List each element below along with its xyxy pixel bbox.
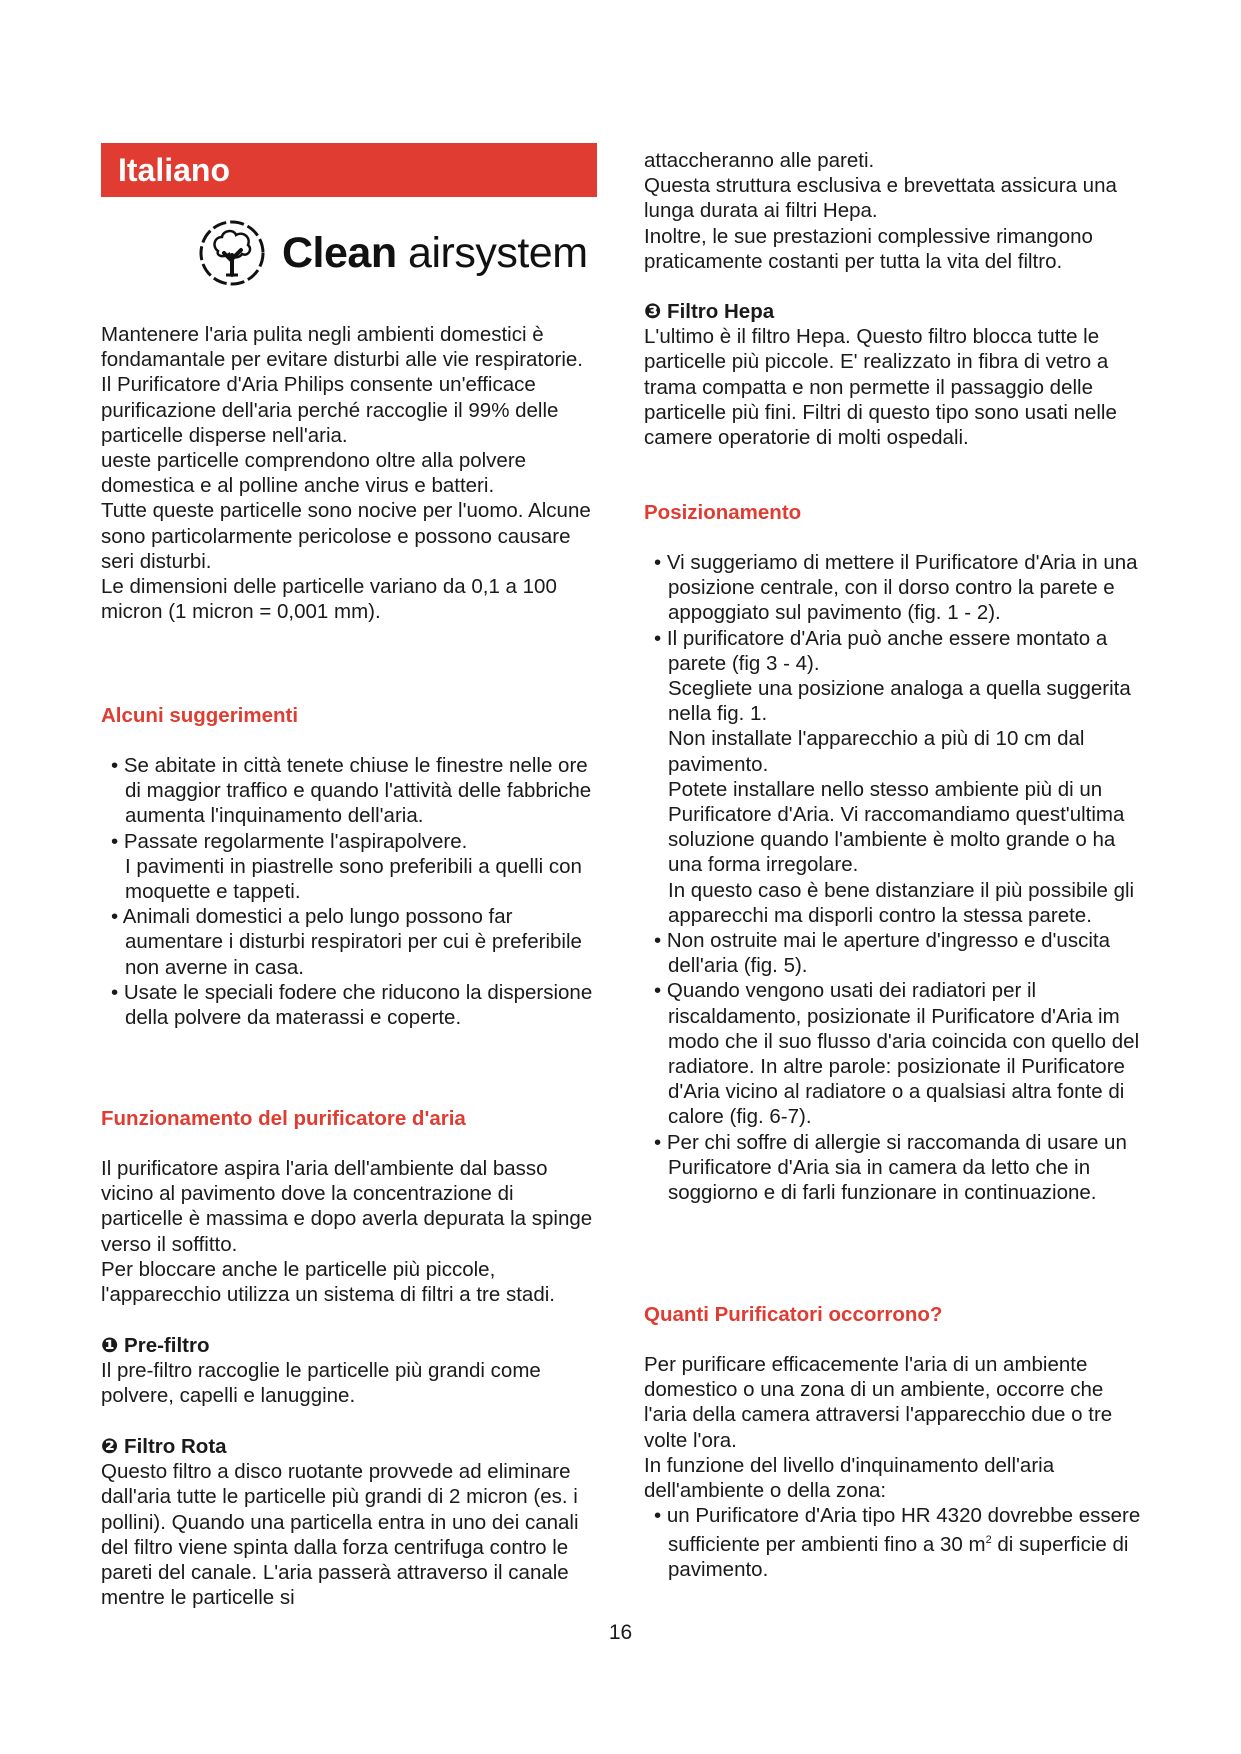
intro-paragraph: Il Purificatore d'Aria Philips consente un'efficace purificazione dell'aria perché raccoglie il 99% delle particelle disperse nell'aria.	[101, 373, 559, 447]
page-number: 16	[608, 1621, 633, 1644]
list-item: • Quando vengono usati dei radiatori per il riscaldamento, posizionate il Purificatore d'Aria im modo che il suo flusso d'aria coincida con quello del radiatore. In altre parole: posizionate il Purificatore d'Aria vicino al radiatore o a qualsiasi altra fonte di calore (fig. 6-7).	[654, 979, 1140, 1129]
list-item: • Animali domestici a pelo lungo possono far aumentare i disturbi respiratori per cui è preferibile non averne in casa.	[111, 905, 582, 979]
list-item: • Se abitate in città tenete chiuse le finestre nelle ore di maggior traffico e quando l'attività delle fabbriche aumenta l'inquinamento dell'aria.	[111, 754, 592, 828]
suggestions-list	[101, 753, 601, 1030]
rota-text: Questo filtro a disco ruotante provvede ad eliminare dall'aria tutte le particelle più grandi di 2 micron (es. i pollini). Quando una particella entra in uno dei canali del filtro viene spinta dalla forza centrifuga contro le pareti del canale. L'aria passerà attraverso il canale mentre le particelle si	[101, 1460, 579, 1610]
prefilter-section	[101, 1333, 601, 1409]
intro-paragraph: Mantenere l'aria pulita negli ambienti domestici è fondamantale per evitare disturbi alle vie respiratorie.	[101, 323, 584, 372]
operation-text	[101, 1156, 601, 1307]
list-item: • Usate le speciali fodere che riducono la dispersione della polvere da materassi e coperte.	[111, 980, 593, 1030]
list-item: • Il purificatore d'Aria può anche essere montato a parete (fig 3 - 4). Scegliete una posizione analoga a quella suggerita nella fig. 1. Non installate l'apparecchio a più di 10 cm dal pavimento. Potete installare nello stesso ambiente più di un Purificatore d'Aria. Vi raccomandiamo quest'ultima soluzione quando l'ambiente è molto grande o ha una forma irregolare. In questo caso è bene distanziare il più possibile gli apparecchi ma disporli contro la stessa parete.	[654, 626, 1135, 927]
intro-text	[101, 322, 601, 624]
hepa-section	[644, 299, 1144, 450]
tree-circle-icon	[196, 217, 268, 289]
list-item: • Vi suggeriamo di mettere il Purificatore d'Aria in una posizione centrale, con il dorso contro la parete e appoggiato sul pavimento (fig. 1 - 2).	[654, 551, 1138, 625]
clean-airsystem-logo	[196, 217, 596, 289]
list-item: • Non ostruite mai le aperture d'ingresso e d'uscita dell'aria (fig. 5).	[654, 929, 1110, 978]
rota-title: ❷ Filtro Rota	[101, 1435, 227, 1458]
how-many-paragraph: In funzione del livello d'inquinamento dell'aria dell'ambiente o della zona:	[644, 1453, 1055, 1503]
intro-paragraph: ueste particelle comprendono oltre alla polvere domestica e al polline anche virus e batteri.	[101, 449, 527, 498]
positioning-list	[644, 550, 1149, 1205]
operation-heading: Funzionamento del purificatore d'aria	[101, 1107, 466, 1130]
intro-paragraph: Tutte queste particelle sono nocive per l'uomo. Alcune sono particolarmente pericolose e possono causare seri disturbi.	[101, 499, 591, 573]
list-item: • un Purificatore d'Aria tipo HR 4320 dovrebbe essere sufficiente per ambienti fino a 30 $m^2$ di superficie di pavimento.	[654, 1504, 1141, 1582]
how-many-list	[644, 1503, 1144, 1582]
prefilter-title: ❶ Pre-filtro	[101, 1334, 210, 1357]
hepa-text: L'ultimo è il filtro Hepa. Questo filtro blocca tutte le particelle più piccole. E' realizzato in fibra di vetro a trama compatta e non permette il passaggio delle particelle più fini. Filtri di questo tipo sono usati nelle camere operatorie di molti ospedali.	[644, 325, 1117, 450]
rota-continuation-line: Questa struttura esclusiva e brevettata assicura una lunga durata ai filtri Hepa.	[644, 174, 1117, 223]
rota-continuation	[644, 148, 1144, 274]
list-item: • Per chi soffre di allergie si raccomanda di usare un Purificatore d'Aria sia in camera da letto che in soggiorno e di farli funzionare in continuazione.	[654, 1130, 1127, 1205]
list-item: • Passate regolarmente l'aspirapolvere. I pavimenti in piastrelle sono preferibili a quelli con moquette e tappeti.	[111, 829, 582, 904]
operation-paragraph: Il purificatore aspira l'aria dell'ambiente dal basso vicino al pavimento dove la concentrazione di particelle è massima e dopo averla depurata la spinge verso il soffitto.	[101, 1157, 593, 1256]
logo-wordmark: Clean airsystem	[282, 228, 588, 277]
how-many-paragraph: Per purificare efficacemente l'aria di un ambiente domestico o una zona di un ambiente, occorre che l'aria della camera attraversi l'apparecchio due o tre volte l'ora.	[644, 1353, 1113, 1452]
rota-section	[101, 1434, 601, 1610]
hepa-title: ❸ Filtro Hepa	[644, 300, 775, 323]
rota-continuation-line: attaccheranno alle pareti.	[644, 149, 875, 172]
language-banner: Italiano	[101, 143, 597, 197]
how-many-heading: Quanti Purificatori occorrono?	[644, 1303, 943, 1326]
prefilter-text: Il pre-filtro raccoglie le particelle più grandi come polvere, capelli e lanuggine.	[101, 1359, 541, 1408]
operation-paragraph: Per bloccare anche le particelle più piccole, l'apparecchio utilizza un sistema di filtri a tre stadi.	[101, 1257, 555, 1307]
how-many-text	[644, 1352, 1144, 1583]
positioning-heading: Posizionamento	[644, 501, 802, 524]
rota-continuation-line: Inoltre, le sue prestazioni complessive rimangono praticamente costanti per tutta la vita del filtro.	[644, 224, 1093, 273]
intro-paragraph: Le dimensioni delle particelle variano da 0,1 a 100 micron (1 micron = 0,001 mm).	[101, 575, 557, 624]
suggestions-heading: Alcuni suggerimenti	[101, 704, 299, 727]
